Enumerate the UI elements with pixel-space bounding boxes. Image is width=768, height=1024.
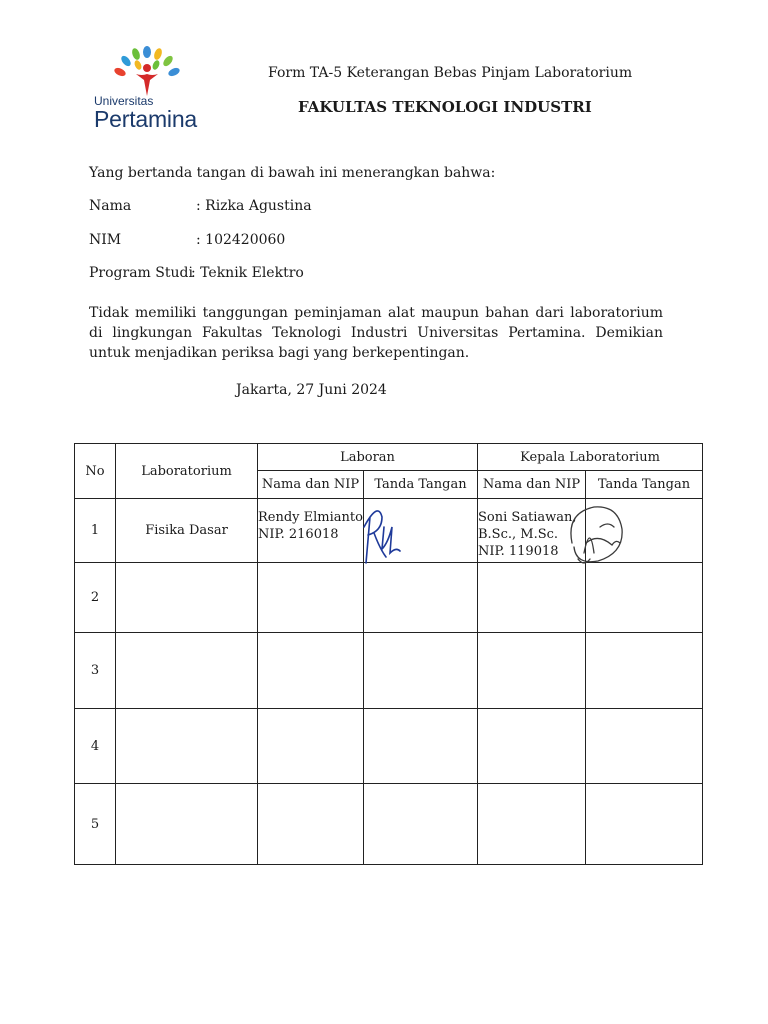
row-laboratorium — [116, 633, 258, 709]
kepala-nip: NIP. 119018 — [478, 544, 559, 559]
row-laboratorium — [116, 709, 258, 784]
subheader-kepala-nama-nip: Nama dan NIP — [478, 471, 586, 499]
logo-text-pertamina: Pertamina — [94, 106, 198, 132]
table-row — [75, 633, 703, 709]
kepala-name-line-1: Soni Satiawan, — [478, 510, 577, 525]
kepala-signature — [564, 503, 628, 571]
table-row — [75, 709, 703, 784]
row-no: 5 — [75, 784, 116, 865]
row-no: 2 — [75, 563, 116, 633]
place-date: Jakarta, 27 Juni 2024 — [236, 382, 387, 398]
kepala-name-line-2: B.Sc., M.Sc. — [478, 527, 559, 542]
header-laboran: Laboran — [258, 444, 478, 471]
lab-clearance-table — [74, 443, 703, 865]
field-label-nama: Nama — [89, 198, 132, 214]
laboran-nip: NIP. 216018 — [258, 527, 339, 542]
header-laboratorium: Laboratorium — [116, 444, 258, 499]
header-kepala-laboratorium: Kepala Laboratorium — [478, 444, 703, 471]
subheader-kepala-tanda-tangan: Tanda Tangan — [586, 471, 703, 499]
subheader-laboran-nama-nip: Nama dan NIP — [258, 471, 364, 499]
row-no: 4 — [75, 709, 116, 784]
faculty-heading: FAKULTAS TEKNOLOGI INDUSTRI — [298, 98, 592, 116]
row-no: 3 — [75, 633, 116, 709]
field-value-nim: : 102420060 — [196, 232, 286, 248]
laboran-signature-cell — [364, 499, 478, 563]
row-no: 1 — [75, 499, 116, 563]
table-row — [75, 563, 703, 633]
laboran-signature — [356, 497, 412, 567]
laboran-name: Rendy Elmianto — [258, 510, 363, 525]
intro-text: Yang bertanda tangan di bawah ini menerangkan bahwa: — [89, 165, 496, 181]
laboran-name-nip — [258, 499, 364, 563]
row-laboratorium — [116, 563, 258, 633]
table-row — [75, 784, 703, 865]
field-label-program-studi: Program Studi — [89, 265, 193, 281]
row-laboratorium — [116, 784, 258, 865]
kepala-signature-cell — [586, 499, 703, 563]
field-label-nim: NIM — [89, 232, 122, 248]
table-header-row — [75, 444, 703, 471]
row-laboratorium: Fisika Dasar — [116, 499, 258, 563]
university-logo — [92, 44, 204, 136]
field-value-nama: : Rizka Agustina — [196, 198, 312, 214]
subheader-laboran-tanda-tangan: Tanda Tangan — [364, 471, 478, 499]
statement-paragraph: Tidak memiliki tanggungan peminjaman alat maupun bahan dari laboratorium di lingkungan Fakultas Teknologi Industri Universitas Pertamina. Demikian untuk menjadikan periksa bagi yang berkepentingan. — [89, 305, 663, 361]
form-title: Form TA-5 Keterangan Bebas Pinjam Laboratorium — [268, 65, 633, 81]
field-value-program-studi: : Teknik Elektro — [191, 265, 304, 281]
logo-text-universitas: Universitas — [94, 94, 154, 108]
header-no: No — [75, 444, 116, 499]
table-row — [75, 499, 703, 563]
